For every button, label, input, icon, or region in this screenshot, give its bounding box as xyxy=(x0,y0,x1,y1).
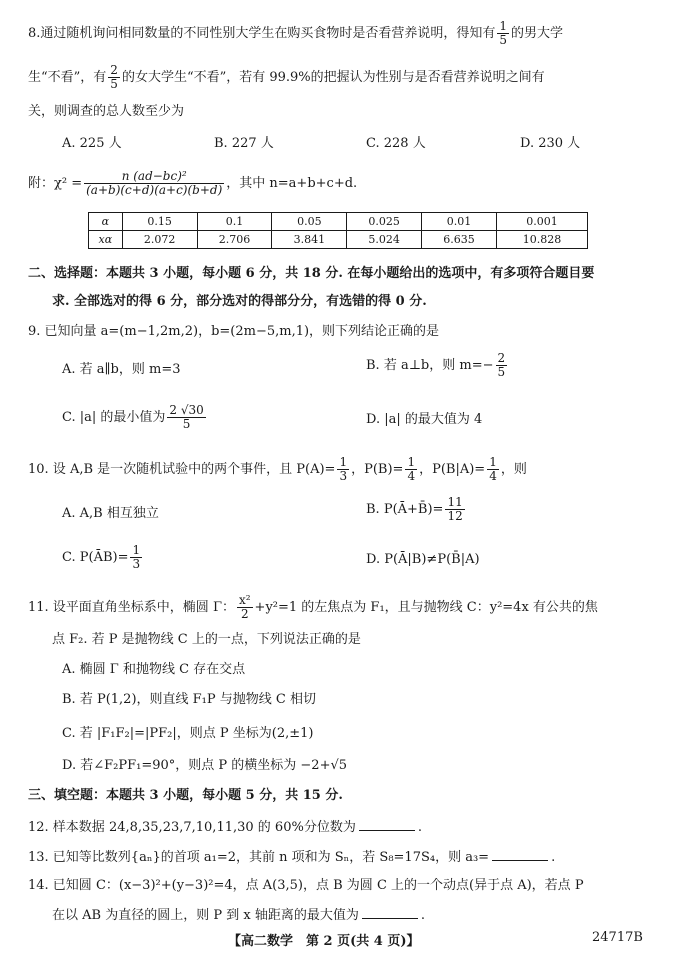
q8-option-a: A. 225 人 xyxy=(62,136,122,151)
table-cell: 6.635 xyxy=(422,231,497,249)
q11-option-c: C. 若 |F₁F₂|=|PF₂|，则点 P 坐标为(2,±1) xyxy=(62,726,314,741)
page-footer: 【高二数学 第 2 页(共 4 页)】 xyxy=(228,934,420,949)
q11-option-a: A. 椭圆 Γ 和抛物线 C 存在交点 xyxy=(62,662,246,677)
fraction: $\frac{\text{x²}}{2}$ xyxy=(238,593,251,621)
q10-option-b: B. P(Ā+B̄)= $\frac{11}{12}$ xyxy=(366,495,463,523)
q11-option-d: D. 若∠F₂PF₁=90°，则点 P 的横坐标为 −2+√5 xyxy=(62,758,348,773)
fraction: $\frac{1}{4}$ xyxy=(489,455,497,483)
q10-stem: 10. 设 A,B 是一次随机试验中的两个事件，且 P(A)= $\frac{1}{3}$ ，P(B)= $\frac{1}{4}$ ，P(B|A)= $\frac{1}{4}$ ，则 xyxy=(28,455,527,483)
q10-option-c: C. P(ĀB)= $\frac{1}{3}$ xyxy=(62,543,141,571)
q8-line1: 8.通过随机询问相同数量的不同性别大学生在购买食物时是否看营养说明，得知有 $\frac{1}{5}$ 的男大学 xyxy=(28,19,564,47)
table-cell: 0.05 xyxy=(272,213,347,231)
table-row xyxy=(89,231,588,249)
table-cell: 3.841 xyxy=(272,231,347,249)
q9-option-c: C. |a| 的最小值为 $\frac{2 √30}{5}$ xyxy=(62,403,204,431)
q14-line2: 在以 AB 为直径的圆上，则 P 到 x 轴距离的最大值为 . xyxy=(52,904,425,926)
fraction: $\frac{11}{12}$ xyxy=(447,495,463,523)
q13: 13. 已知等比数列{aₙ}的首项 a₁=2，其前 n 项和为 Sₙ，若 S₈=17S₄，则 a₃= . xyxy=(28,846,555,868)
table-cell: α xyxy=(89,213,123,231)
table-cell: 0.025 xyxy=(347,213,422,231)
q10-option-d: D. P(Ā|B)≠P(B̄|A) xyxy=(366,552,480,567)
q8-option-b: B. 227 人 xyxy=(214,136,274,151)
table-cell: 2.072 xyxy=(122,231,197,249)
q12: 12. 样本数据 24,8,35,23,7,10,11,30 的 60%分位数为 . xyxy=(28,816,422,838)
q8-option-d: D. 230 人 xyxy=(520,136,581,151)
fraction: $\frac{2}{5}$ xyxy=(110,63,118,91)
q11-option-b: B. 若 P(1,2)，则直线 F₁P 与抛物线 C 相切 xyxy=(62,692,316,707)
q8-text: 8.通过随机询问相同数量的不同性别大学生在购买食物时是否看营养说明，得知有 xyxy=(28,26,496,41)
table-cell: 0.15 xyxy=(122,213,197,231)
answer-blank[interactable] xyxy=(492,846,548,861)
fraction: $\frac{2 √30}{5}$ xyxy=(169,403,204,431)
table-cell: 0.01 xyxy=(422,213,497,231)
section2-heading-cont: 求. 全部选对的得 6 分，部分选对的得部分分，有选错的得 0 分. xyxy=(52,294,427,309)
table-cell: 10.828 xyxy=(496,231,587,249)
table-cell: xα xyxy=(89,231,123,249)
q8-option-c: C. 228 人 xyxy=(366,136,426,151)
q9-option-d: D. |a| 的最大值为 4 xyxy=(366,412,483,427)
fraction: $\frac{1}{4}$ xyxy=(407,455,416,483)
table-cell: 0.001 xyxy=(496,213,587,231)
q9-stem: 9. 已知向量 a=(m−1,2m,2)，b=(2m−5,m,1)，则下列结论正确的是 xyxy=(28,324,440,339)
q10-option-a: A. A,B 相互独立 xyxy=(62,506,159,521)
section3-heading: 三、填空题：本题共 3 小题，每小题 5 分，共 15 分. xyxy=(28,788,343,803)
table-cell: 0.1 xyxy=(197,213,272,231)
fraction: $\frac{1}{3}$ xyxy=(339,455,348,483)
q14-line1: 14. 已知圆 C：(x−3)²+(y−3)²=4，点 A(3,5)，点 B 为圆 C 上的一个动点(异于点 A)，若点 P xyxy=(28,878,584,893)
table-cell: 5.024 xyxy=(347,231,422,249)
fraction: $\frac{1}{3}$ xyxy=(132,543,141,571)
fraction: $\frac{2}{5}$ xyxy=(497,351,506,379)
q9-option-a: A. 若 a∥b，则 m=3 xyxy=(62,362,181,377)
fraction: $\frac{1}{5}$ xyxy=(499,19,508,47)
answer-blank[interactable] xyxy=(362,904,418,919)
q11-stem: 11. 设平面直角坐标系中，椭圆 Γ： $\frac{\text{x²}}{2}$ +y²=1 的左焦点为 F₁，且与抛物线 C：y²=4x 有公共的焦 xyxy=(28,593,598,621)
table-row xyxy=(89,213,588,231)
table-cell: 2.706 xyxy=(197,231,272,249)
q9-option-b: B. 若 a⊥b，则 m=− $\frac{2}{5}$ xyxy=(366,351,506,379)
section2-heading: 二、选择题：本题共 3 小题，每小题 6 分，共 18 分. 在每小题给出的选项中，有多项符合题目要 xyxy=(28,266,595,281)
q8-line2: 生“不看”，有 $\frac{2}{5}$ 的女大学生“不看”，若有 99.9%的把握认为性别与是否看营养说明之间有 xyxy=(28,63,545,91)
chi-square-table xyxy=(88,212,588,249)
q8-line3: 关，则调查的总人数至少为 xyxy=(28,104,185,119)
answer-blank[interactable] xyxy=(359,816,415,831)
exam-code: 24717B xyxy=(592,930,643,945)
q8-formula: 附：χ² = $\frac{\text{n (ad−bc)²}}{(a+b)(c+d)(a+c)(b+d)}$ ，其中 n=a+b+c+d. xyxy=(28,169,358,197)
chi-square-fraction: $\frac{\text{n (ad−bc)²}}{(a+b)(c+d)(a+c)(b+d)}$ xyxy=(86,169,223,197)
q11-stem-cont: 点 F₂. 若 P 是抛物线 C 上的一点，下列说法正确的是 xyxy=(52,632,361,647)
